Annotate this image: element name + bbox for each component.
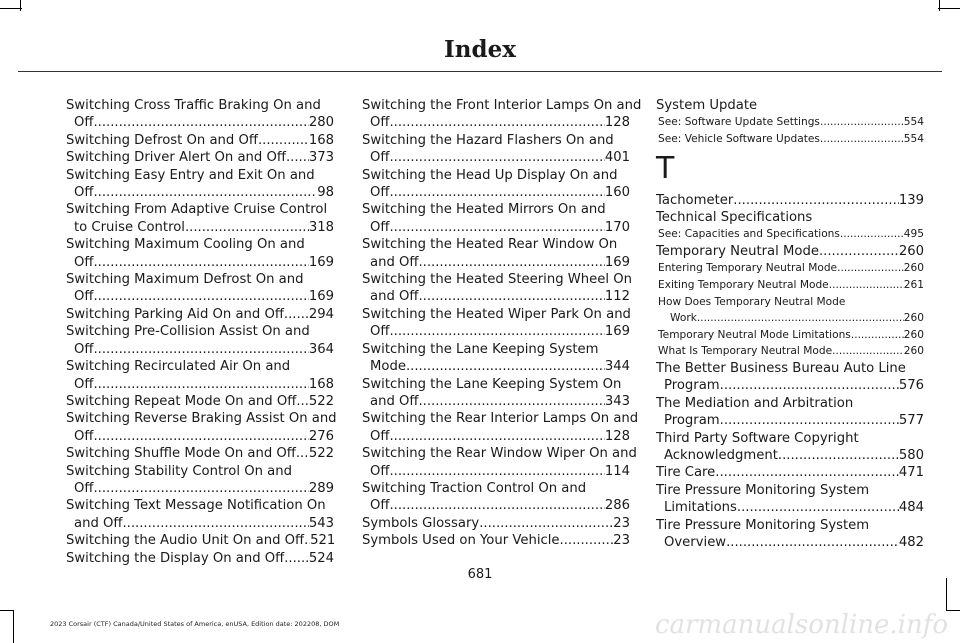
index-entry: Switching Repeat Mode On and Off ..... 522 xyxy=(66,393,334,410)
index-subentry: See: Capacities and Specifications ..... 495 xyxy=(656,226,924,243)
index-entry: Tachometer ..... 139 xyxy=(656,192,924,209)
index-entry: Technical Specifications xyxy=(656,210,813,225)
index-entry: Switching Text Message Notification On xyxy=(66,498,326,514)
index-entry-continued: Off ..... 169 xyxy=(66,288,334,305)
index-entry: The Mediation and Arbitration xyxy=(656,395,854,411)
index-entry-continued: and Off ..... 343 xyxy=(362,393,630,410)
index-subentry: Temporary Neutral Mode Limitations ..... 260 xyxy=(656,327,924,344)
index-entry: Switching Maximum Cooling On and xyxy=(66,237,305,253)
header-divider xyxy=(18,71,942,72)
index-entry: Switching Traction Control On and xyxy=(362,480,587,496)
index-subentry: See: Software Update Settings ..... 554 xyxy=(656,114,924,131)
index-entry: Switching Cross Traffic Braking On and xyxy=(66,98,321,113)
index-entry: Switching the Heated Steering Wheel On xyxy=(362,272,632,288)
index-entry: Switching the Head Up Display On and xyxy=(362,167,618,183)
index-entry-continued: to Cruise Control ..... 318 xyxy=(66,219,334,236)
index-column-2 xyxy=(362,97,642,550)
crop-mark xyxy=(20,0,21,11)
crop-mark xyxy=(938,8,960,9)
index-subentry-continued: Work ..... 260 xyxy=(656,310,924,327)
index-entry-continued: Off ..... 169 xyxy=(362,323,630,340)
index-entry-continued: Off ..... 169 xyxy=(66,254,334,271)
index-entry: Symbols Used on Your Vehicle ..... 23 xyxy=(362,532,630,549)
crop-mark xyxy=(0,8,22,9)
index-entry: Switching From Adaptive Cruise Control xyxy=(66,202,328,218)
index-entry-continued: Program ..... 577 xyxy=(656,412,924,429)
footer-edition-text: 2023 Corsair (CTF) Canada/United States of America, enUSA, Edition date: 202208, DOM xyxy=(50,620,340,628)
index-entry-continued: Off ..... 289 xyxy=(66,480,334,497)
index-entry-continued: Off ..... 168 xyxy=(66,376,334,393)
index-entry: Switching Parking Aid On and Off ..... 294 xyxy=(66,306,334,323)
index-entry-continued: Acknowledgment ..... 580 xyxy=(656,447,924,464)
index-entry-continued: Off ..... 401 xyxy=(362,149,630,166)
index-subentry: Exiting Temporary Neutral Mode ..... 261 xyxy=(656,277,924,294)
watermark-text: carmanualsonline.info xyxy=(654,610,948,640)
index-entry: Temporary Neutral Mode ..... 260 xyxy=(656,243,924,260)
index-entry: System Update xyxy=(656,98,758,113)
index-entry-continued: Off ..... 280 xyxy=(66,114,334,131)
crop-mark xyxy=(946,578,947,611)
index-entry: Symbols Glossary ..... 23 xyxy=(362,515,630,532)
index-entry: Switching Shuffle Mode On and Off ..... 522 xyxy=(66,445,334,462)
index-entry-continued: Mode ..... 344 xyxy=(362,358,630,375)
index-entry-continued: and Off ..... 169 xyxy=(362,254,630,271)
index-entry: Switching Driver Alert On and Off ..... 373 xyxy=(66,149,334,166)
index-entry: Tire Pressure Monitoring System xyxy=(656,517,870,533)
index-entry-continued: Off ..... 114 xyxy=(362,463,630,480)
index-entry: Switching Pre-Collision Assist On and xyxy=(66,324,310,340)
index-entry: Switching Defrost On and Off ..... 168 xyxy=(66,132,334,149)
index-entry: Third Party Software Copyright xyxy=(656,430,859,446)
index-entry-continued: Program ..... 576 xyxy=(656,377,924,394)
page-title: Index xyxy=(444,36,516,63)
index-entry: Switching the Front Interior Lamps On and xyxy=(362,98,642,113)
index-entry: Switching the Heated Wiper Park On and xyxy=(362,306,631,322)
index-entry: Switching the Hazard Flashers On and xyxy=(362,132,614,148)
index-entry: Switching Reverse Braking Assist On and xyxy=(66,411,337,427)
index-entry: Switching Maximum Defrost On and xyxy=(66,272,304,288)
index-entry: Switching Stability Control On and xyxy=(66,463,292,479)
index-entry: Tire Care ..... 471 xyxy=(656,464,924,481)
crop-mark xyxy=(939,0,940,11)
index-entry: Switching the Lane Keeping System xyxy=(362,341,599,357)
index-entry-continued: Off ..... 128 xyxy=(362,428,630,445)
index-subentry: What Is Temporary Neutral Mode ..... 260 xyxy=(656,343,924,360)
index-entry: Switching Easy Entry and Exit On and xyxy=(66,167,315,183)
index-entry-continued: and Off ..... 543 xyxy=(66,515,334,532)
index-entry: Switching Recirculated Air On and xyxy=(66,359,291,375)
crop-mark xyxy=(0,610,14,611)
section-letter: T xyxy=(656,150,675,186)
index-entry: Switching the Heated Rear Window On xyxy=(362,237,618,253)
index-entry-continued: Off ..... 160 xyxy=(362,184,630,201)
index-entry: Switching the Rear Window Wiper On and xyxy=(362,446,637,462)
index-subentry: Entering Temporary Neutral Mode ..... 260 xyxy=(656,260,924,277)
index-entry-continued: Off ..... 286 xyxy=(362,497,630,514)
index-entry: The Better Business Bureau Auto Line xyxy=(656,360,906,376)
index-entry-continued: Off ..... 170 xyxy=(362,219,630,236)
index-column-3 xyxy=(656,97,924,551)
index-entry-continued: Overview ..... 482 xyxy=(656,534,924,551)
index-entry-continued: Off ..... 128 xyxy=(362,114,630,131)
index-subentry: See: Vehicle Software Updates ..... 554 xyxy=(656,131,924,148)
index-entry: Tire Pressure Monitoring System xyxy=(656,482,870,498)
index-entry-continued: and Off ..... 112 xyxy=(362,288,630,305)
index-entry: Switching the Display On and Off ..... 524 xyxy=(66,550,334,567)
crop-mark xyxy=(946,610,960,611)
index-entry: Switching the Rear Interior Lamps On and xyxy=(362,411,639,427)
index-subentry: How Does Temporary Neutral Mode xyxy=(658,295,846,308)
index-entry: Switching the Lane Keeping System On xyxy=(362,376,622,392)
index-entry-continued: Off ..... 364 xyxy=(66,341,334,358)
index-entry-continued: Off ..... 98 xyxy=(66,184,334,201)
index-column-1 xyxy=(66,97,337,567)
index-entry-continued: Limitations ..... 484 xyxy=(656,499,924,516)
crop-mark xyxy=(13,610,14,643)
index-entry: Switching the Heated Mirrors On and xyxy=(362,202,606,218)
index-entry-continued: Off ..... 276 xyxy=(66,428,334,445)
page-number: 681 xyxy=(467,567,493,582)
index-entry: Switching the Audio Unit On and Off ..... 521 xyxy=(66,532,334,549)
